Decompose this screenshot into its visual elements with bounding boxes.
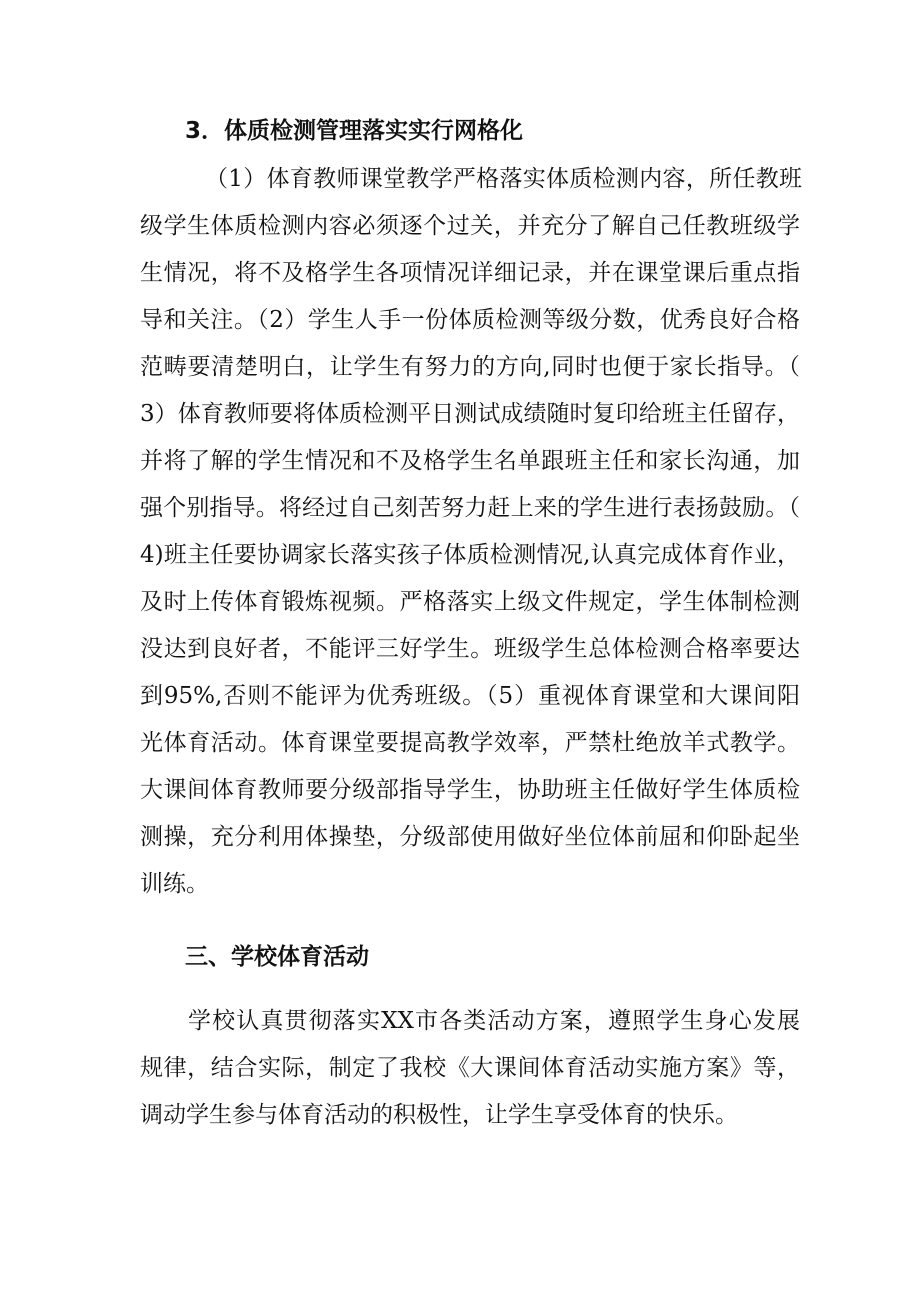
paragraph-line: 及时上传体育锻炼视频。严格落实上级文件规定，学生体制检测 [140, 589, 800, 615]
paragraph-line: 规律，结合实际，制定了我校《大课间体育活动实施方案》等， [140, 1055, 800, 1081]
paragraph-line: 并将了解的学生情况和不及格学生名单跟班主任和家长沟通，加 [140, 448, 800, 474]
paragraph-line: 没达到良好者，不能评三好学生。班级学生总体检测合格率要达 [140, 636, 800, 662]
paragraph-line: 级学生体质检测内容必须逐个过关，并充分了解自己任教班级学 [140, 213, 800, 239]
paragraph-line: 训练。 [140, 871, 209, 897]
section-heading-physical-testing: 3．体质检测管理落实实行网格化 [185, 118, 524, 144]
paragraph-line: 学校认真贯彻落实XX市各类活动方案，遵照学生身心发展 [188, 1008, 800, 1034]
paragraph-line: 到95%,否则不能评为优秀班级。（5）重视体育课堂和大课间阳 [140, 683, 800, 709]
paragraph-line: 3）体育教师要将体质检测平日测试成绩随时复印给班主任留存， [140, 401, 800, 427]
paragraph-line: 测操，充分利用体操垫，分级部使用做好坐位体前屈和仰卧起坐 [140, 824, 800, 850]
paragraph-line: 生情况，将不及格学生各项情况详细记录，并在课堂课后重点指 [140, 260, 800, 286]
paragraph-line: 范畴要清楚明白，让学生有努力的方向,同时也便于家长指导。（ [140, 354, 800, 380]
section-heading-school-activities: 三、学校体育活动 [185, 944, 369, 970]
paragraph-line: 光体育活动。体育课堂要提高教学效率，严禁杜绝放羊式教学。 [140, 730, 800, 756]
paragraph-line: 大课间体育教师要分级部指导学生，协助班主任做好学生体质检 [140, 777, 800, 803]
paragraph-line: 导和关注。（2）学生人手一份体质检测等级分数，优秀良好合格 [140, 307, 800, 333]
paragraph-line: 4)班主任要协调家长落实孩子体质检测情况,认真完成体育作业， [140, 542, 800, 568]
paragraph-line: 调动学生参与体育活动的积极性，让学生享受体育的快乐。 [140, 1102, 738, 1128]
paragraph-line: 强个别指导。将经过自己刻苦努力赶上来的学生进行表扬鼓励。（ [140, 495, 800, 521]
paragraph-line: （1）体育教师课堂教学严格落实体质检测内容，所任教班 [205, 166, 802, 192]
